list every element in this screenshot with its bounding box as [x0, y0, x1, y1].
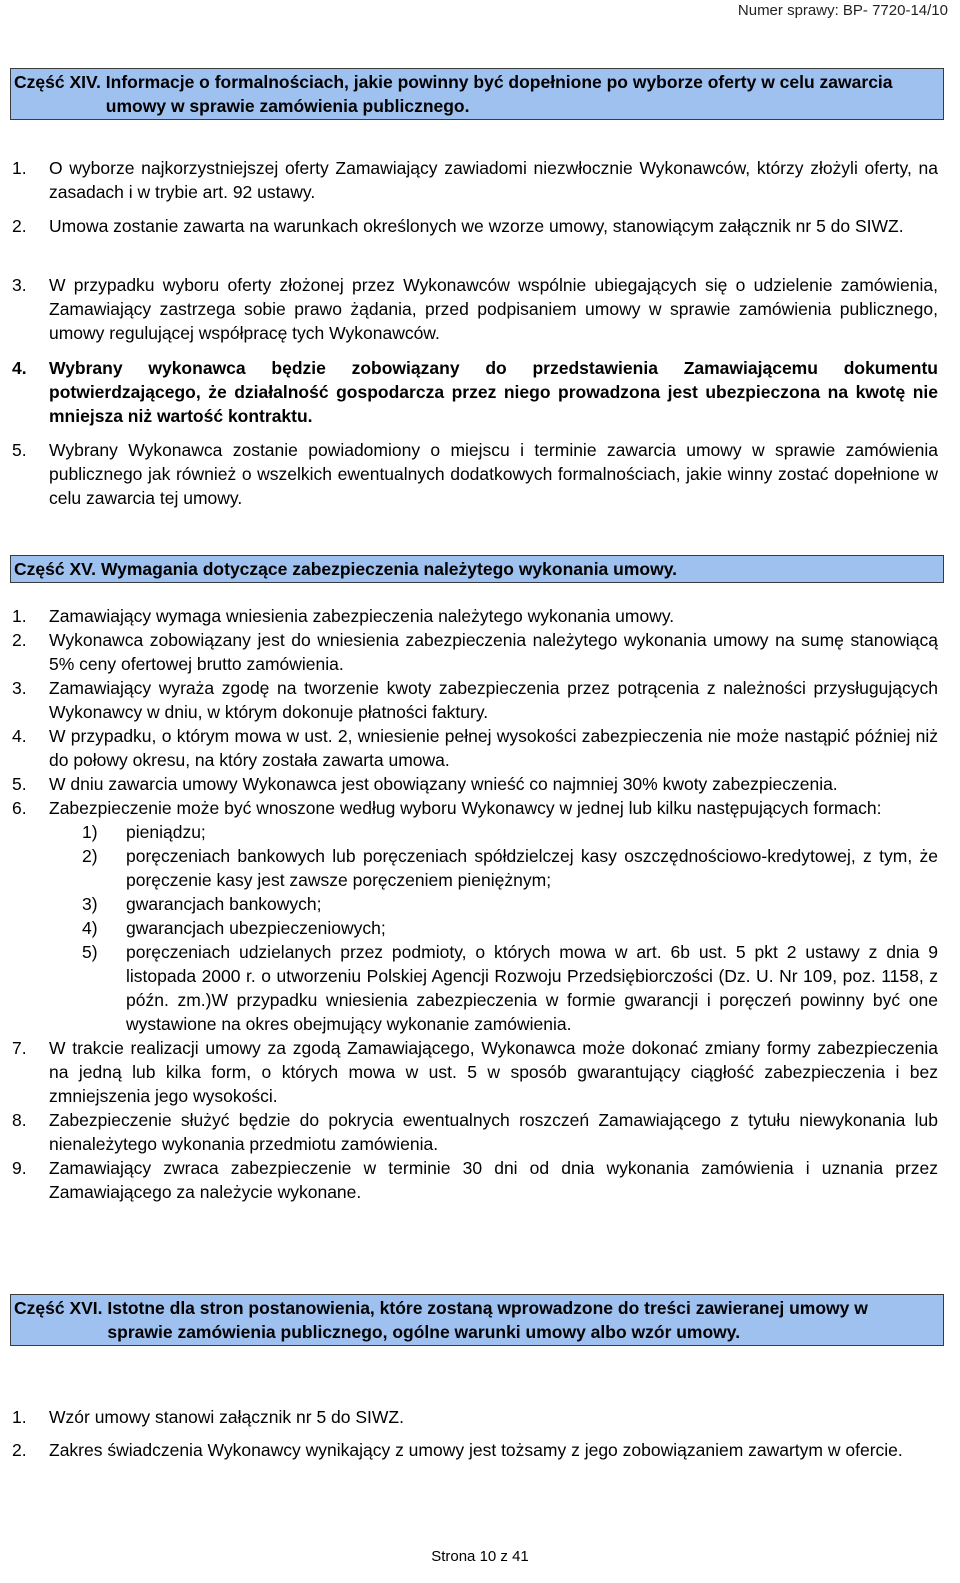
section-15-item-1: 1. Zamawiający wymaga wniesienia zabezpieczenia należytego wykonania umowy.: [12, 606, 675, 626]
case-number: Numer sprawy: BP- 7720-14/10: [737, 2, 948, 19]
form-item-4: 4) gwarancjach ubezpieczeniowych;: [82, 918, 386, 938]
section-16-item-2: 2. Zakres świadczenia Wykonawcy wynikający z umowy jest tożsamy z jego zobowiązaniem zawartym w ofercie.: [12, 1440, 903, 1460]
section-15-item-5: 5. W dniu zawarcia umowy Wykonawca jest obowiązany wnieść co najmniej 30% kwoty zabezpieczenia.: [12, 774, 838, 794]
section-14-item-5: 5. Wybrany Wykonawca zostanie powiadomiony o miejscu i terminie zawarcia umowy w sprawie zamówienia publicznego jak również o wszelkich ewentualnych dodatkowych formalnościach, jakie winny zostać dopełnione w celu zawarcia tej umowy.: [12, 440, 938, 508]
section-16-title: Istotne dla stron postanowienia, które zostaną wprowadzone do treści zawieranej umowy w sprawie zamówienia publicznego, ogólne warunki umowy albo wzór umowy.: [107, 1298, 868, 1342]
section-14-heading: [10, 68, 944, 120]
section-15-item-6: 6. Zabezpieczenie może być wnoszone według wyboru Wykonawcy w jednej lub kilku następujących formach:: [12, 798, 882, 818]
form-item-1: 1) pieniądzu;: [82, 822, 206, 842]
section-16-heading: [10, 1294, 944, 1346]
section-15-items-top: [12, 604, 938, 1204]
section-14-title: Informacje o formalnościach, jakie powinny być dopełnione po wyborze oferty w celu zawarcia umowy w sprawie zamówienia publicznego.: [105, 72, 893, 116]
section-15-item-7: 7. W trakcie realizacji umowy za zgodą Zamawiającego, Wykonawca może dokonać zmiany formy zabezpieczenia na jedną lub kilka form, o których mowa w ust. 5 w sposób gwarantujący ciągłość zabezpieczenia i bez zmniejszenia jego wysokości.: [12, 1038, 938, 1106]
section-14-item-1: 1. O wyborze najkorzystniejszej oferty Zamawiający zawiadomi niezwłocznie Wykonawców, którzy złożyli oferty, na zasadach i w trybie art. 92 ustawy.: [12, 158, 938, 202]
section-15-item-9: 9. Zamawiający zwraca zabezpieczenie w terminie 30 dni od dnia wykonania zamówienia i uznania przez Zamawiającego za należycie wykonane.: [12, 1158, 938, 1202]
section-14-item-2: 2. Umowa zostanie zawarta na warunkach określonych we wzorze umowy, stanowiącym załącznik nr 5 do SIWZ.: [12, 216, 904, 236]
form-item-3: 3) gwarancjach bankowych;: [82, 894, 322, 914]
section-15-heading: [10, 555, 944, 583]
section-15-item-2: 2. Wykonawca zobowiązany jest do wniesienia zabezpieczenia należytego wykonania umowy na sumę stanowiącą 5% ceny ofertowej brutto zamówienia.: [12, 630, 938, 674]
section-16-label: Część XVI.: [14, 1298, 103, 1318]
section-15-item-8: 8. Zabezpieczenie służyć będzie do pokrycia ewentualnych roszczeń Zamawiającego z tytułu niewykonania lub nienależytego wykonania przedmiotu zamówienia.: [12, 1110, 938, 1154]
section-16-item-1: 1. Wzór umowy stanowi załącznik nr 5 do SIWZ.: [12, 1407, 404, 1427]
section-14-label: Część XIV.: [14, 72, 101, 92]
page-number: Strona 10 z 41: [431, 1548, 529, 1565]
section-15-label: Część XV.: [14, 559, 97, 579]
section-14-item-3: 3. W przypadku wyboru oferty złożonej przez Wykonawców wspólnie ubiegających się o udzielenie zamówienia, Zamawiający zastrzega sobie prawo żądania, przed podpisaniem umowy w sprawie zamówienia publicznego, umowy regulującej współpracę tych Wykonawców.: [12, 275, 938, 343]
form-item-5: 5) poręczeniach udzielanych przez podmioty, o których mowa w art. 6b ust. 5 pkt 2 ustawy z dnia 9 listopada 2000 r. o utworzeniu Polskiej Agencji Rozwoju Przedsiębiorczości (Dz. U. Nr 109, poz. 1158, z późn. zm.)W przypadku wniesienia zabezpieczenia w formie gwarancji i poręczeń powinny być one wystawione na okres obejmujący wykonanie zamówienia.: [82, 942, 938, 1034]
section-15-item-3: 3. Zamawiający wyraża zgodę na tworzenie kwoty zabezpieczenia przez potrącenia z należności przysługujących Wykonawcy w dniu, w którym dokonuje płatności faktury.: [12, 678, 938, 722]
section-15-title: Wymagania dotyczące zabezpieczenia należytego wykonania umowy.: [100, 559, 678, 579]
form-item-2: 2) poręczeniach bankowych lub poręczeniach spółdzielczej kasy oszczędnościowo-kredytowej, z tym, że poręczenie kasy jest zawsze poręczeniem pieniężnym;: [82, 846, 938, 890]
section-15-item-4: 4. W przypadku, o którym mowa w ust. 2, wniesienie pełnej wysokości zabezpieczenia nie może nastąpić później niż do połowy okresu, na który została zawarta umowa.: [12, 726, 938, 770]
section-14-item-4: 4. Wybrany wykonawca będzie zobowiązany do przedstawienia Zamawiającemu dokumentu potwierdzającego, że działalność gospodarcza przez niego prowadzona jest ubezpieczona na kwotę nie mniejsza niż wartość kontraktu.: [12, 358, 938, 426]
